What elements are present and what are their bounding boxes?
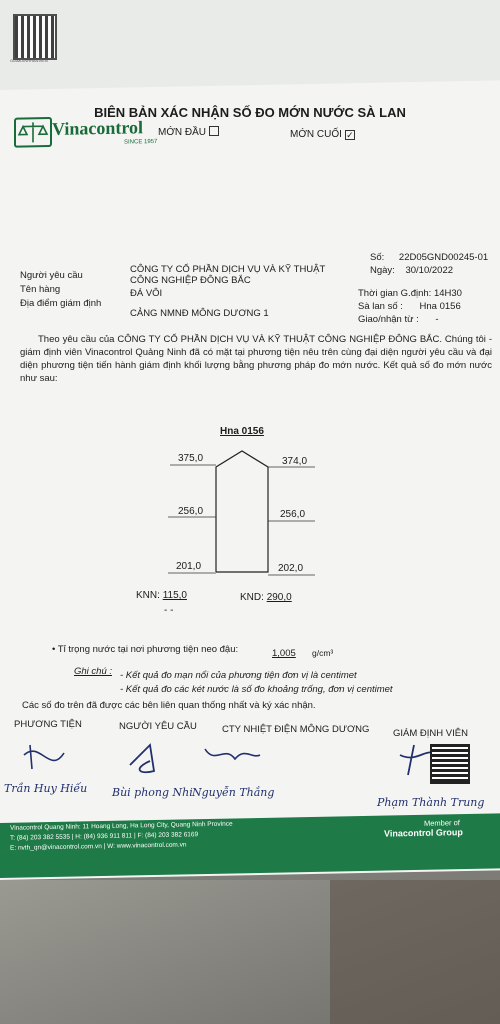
requester-value-1: CÔNG TY CỔ PHẦN DỊCH VỤ VÀ KỸ THUẬT (130, 264, 326, 275)
footer-bar (0, 813, 500, 878)
inspection-time: Thời gian G.định: 14H30 (358, 288, 462, 299)
handover: Giao/nhận từ : - (358, 314, 439, 325)
checkbox-final[interactable]: ✓ (346, 130, 354, 140)
vinacontrol-logo (14, 115, 174, 158)
knd: KND: 290,0 (240, 592, 292, 603)
knn-sub: - - (164, 605, 174, 616)
requester-value-2: CÔNG NGHIỆP ĐÔNG BẮC (130, 275, 251, 286)
page-title: BIÊN BẢN XÁC NHẬN SỐ ĐO MỚN NƯỚC SÀ LAN (94, 105, 406, 120)
background-floor (330, 880, 500, 1024)
checkbox-initial[interactable] (209, 126, 219, 136)
qr-code-icon (13, 14, 57, 60)
footer-address: Vinacontrol Quang Ninh: 11 Hoang Long, Ha Long City, Quang Ninh Province (10, 820, 233, 832)
inspector-qr-icon (430, 744, 470, 784)
left-mid-draft: 256,0 (178, 506, 204, 517)
goods-label: Tên hàng (20, 284, 61, 295)
logo-since: SINCE 1957 (124, 138, 158, 146)
scale-logo-icon (14, 117, 52, 148)
barge-number: Sà lan số : Hna 0156 (358, 301, 461, 312)
qr-caption: GIAMDINHHANVIEN (10, 58, 48, 63)
right-mid-draft: 256,0 (280, 509, 306, 520)
background-sheet (0, 0, 500, 92)
footer-member: Member of (424, 818, 460, 828)
draft-final: MỚN CUỐI ✓ (290, 129, 354, 140)
right-fore-draft: 374,0 (282, 456, 308, 467)
left-fore-draft: 375,0 (178, 453, 204, 464)
signatory-power-company: CTY NHIỆT ĐIỆN MÔNG DƯƠNG (222, 724, 370, 735)
signatory-inspector: GIÁM ĐỊNH VIÊN (393, 728, 468, 739)
vessel-name: Hna 0156 (220, 426, 264, 437)
goods-value: ĐÁ VÔI (130, 288, 163, 299)
left-aft-draft: 201,0 (176, 561, 202, 572)
signature-name-4: Phạm Thành Trung (377, 796, 485, 809)
density-label: • Tỉ trọng nước tại nơi phương tiện neo đậu: (52, 644, 239, 655)
footer-group: Vinacontrol Group (384, 827, 463, 839)
doc-date: Ngày: 30/10/2022 (370, 265, 454, 276)
signatory-requester: NGƯỜI YÊU CẦU (119, 721, 197, 732)
footer-phone: T: (84) 203 382 5535 | H: (84) 936 911 811 | F: (84) 203 382 6169 (10, 831, 199, 842)
note-1: - Kết quả đo mạn nổi của phương tiện đơn vị là centimet (120, 670, 357, 681)
signature-name-3: Nguyễn Thắng (192, 786, 275, 799)
signature-name-2: Bùi phong Nhi (112, 786, 193, 799)
density-unit: g/cm³ (312, 648, 334, 658)
draft-initial: MỚN ĐẦU (158, 126, 219, 138)
right-aft-draft: 202,0 (278, 563, 304, 574)
density-value: 1,005 (272, 648, 296, 659)
doc-number: Số: 22D05GND00245-01 (370, 252, 489, 263)
footer-contact: E: nvth_qn@vinacontrol.com.vn | W: www.vinacontrol.com.vn (10, 841, 187, 852)
signatory-vessel: PHƯƠNG TIỆN (14, 719, 82, 730)
agreement-text: Các số đo trên đã được các bên liên quan thống nhất và ký xác nhận. (22, 700, 316, 711)
place-label: Địa điểm giám định (20, 298, 102, 309)
place-value: CẢNG NMNĐ MÔNG DƯƠNG 1 (130, 308, 269, 319)
knn: KNN: 115,0 (136, 590, 187, 601)
signature-name-1: Trần Huy Hiếu (4, 782, 88, 795)
intro-paragraph: Theo yêu cầu của CÔNG TY CỔ PHẦN DỊCH VỤ VÀ KỸ THUẬT CÔNG NGHIỆP ĐÔNG BẮC. Chúng tôi - giám định viên Vinacontrol Quảng Ninh đã có mặt tại phương tiện nêu trên cùng đại diện người yêu cầu và đại diện phương tiện tiến hành giám định khối lượng bằng phương pháp đo mớn nước. Kết quả số đo mớn nước như sau: (20, 334, 492, 384)
notes-label: Ghi chú : (74, 666, 113, 677)
requester-label: Người yêu cầu (20, 270, 83, 281)
note-2: - Kết quả đo các két nước là số đo khoảng trống, đơn vị centimet (120, 684, 393, 695)
logo-name: Vinacontrol (52, 117, 144, 140)
